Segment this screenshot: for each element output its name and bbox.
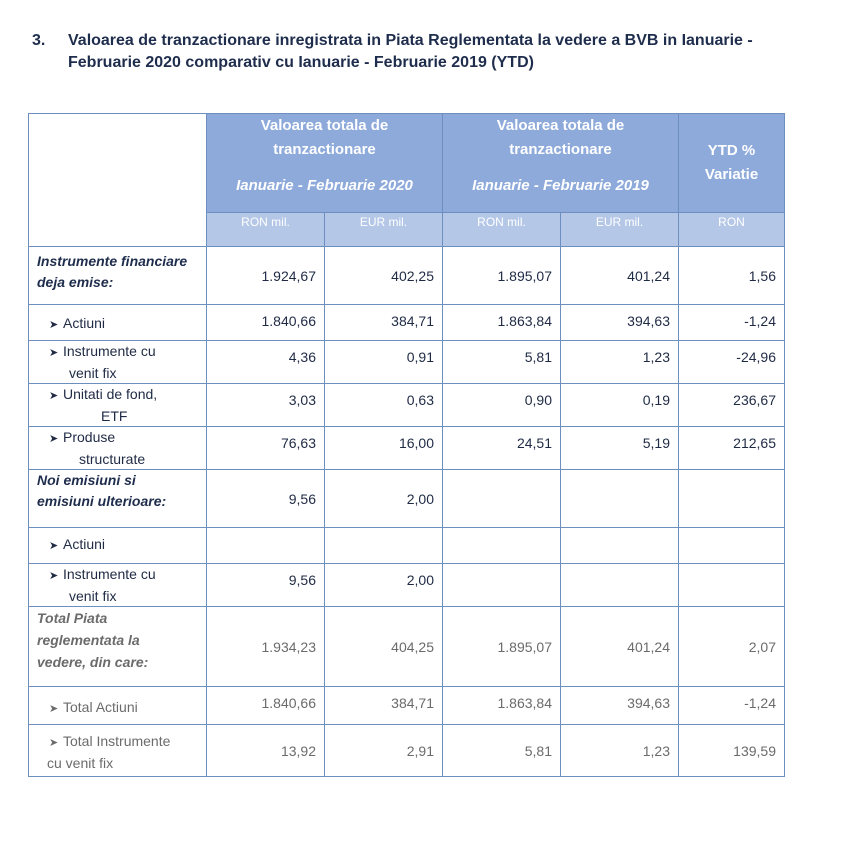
header-group-2020-period: Ianuarie - Februarie 2020	[236, 177, 413, 194]
value-cell	[561, 564, 679, 607]
value-cell: 16,00	[325, 427, 443, 470]
value-cell: 394,63	[561, 305, 679, 341]
value-cell: 384,71	[325, 687, 443, 725]
table-row	[29, 607, 785, 687]
row-label-line: Total Piata	[37, 610, 108, 626]
row-label	[29, 427, 207, 470]
value-cell: 1.840,66	[207, 305, 325, 341]
value-cell: -24,96	[679, 341, 785, 384]
value-cell: 384,71	[325, 305, 443, 341]
value-cell: 401,24	[561, 247, 679, 305]
unit-ron-2020: RON mil.	[207, 213, 325, 247]
row-label-line: Total Instrumente	[63, 733, 171, 749]
row-label-line: emisiuni ulterioare:	[37, 493, 167, 509]
header-group-2020	[207, 114, 443, 213]
row-label	[29, 247, 207, 305]
value-cell: 1.863,84	[443, 687, 561, 725]
header-group-2020-title: Valoarea totala de tranzactionare	[260, 117, 389, 158]
row-label-line: reglementata la	[37, 632, 140, 648]
value-cell: 5,19	[561, 427, 679, 470]
row-label-line: Noi emisiuni si	[37, 472, 136, 488]
row-label-line: structurate	[79, 451, 146, 467]
table-row	[29, 725, 785, 777]
value-cell: 236,67	[679, 384, 785, 427]
value-cell	[561, 470, 679, 528]
arrow-bullet-icon: ➤	[49, 347, 59, 359]
value-cell: 1,23	[561, 341, 679, 384]
value-cell: 402,25	[325, 247, 443, 305]
row-label	[29, 341, 207, 384]
value-cell: 9,56	[207, 470, 325, 528]
row-label-line: venit fix	[69, 365, 117, 381]
value-cell: 0,91	[325, 341, 443, 384]
row-label-line: Total Actiuni	[63, 699, 138, 715]
row-label-line: cu venit fix	[47, 755, 114, 771]
unit-eur-2020: EUR mil.	[325, 213, 443, 247]
value-cell: 2,00	[325, 470, 443, 528]
row-label-line: Actiuni	[63, 536, 106, 552]
header-group-2019-title: Valoarea totala de tranzactionare	[496, 117, 625, 158]
value-cell: 1.895,07	[443, 607, 561, 687]
arrow-bullet-icon: ➤	[49, 390, 59, 402]
row-label	[29, 470, 207, 528]
table-row	[29, 305, 785, 341]
table-row	[29, 528, 785, 564]
value-cell	[679, 470, 785, 528]
arrow-bullet-icon: ➤	[49, 433, 59, 445]
value-cell: 1,23	[561, 725, 679, 777]
row-label-line: Produse	[63, 429, 116, 445]
value-cell: 1.934,23	[207, 607, 325, 687]
row-label	[29, 528, 207, 564]
value-cell	[443, 564, 561, 607]
value-cell: 0,63	[325, 384, 443, 427]
value-cell: 0,90	[443, 384, 561, 427]
table-row	[29, 247, 785, 305]
row-label-line: Instrumente financiare	[37, 253, 188, 269]
value-cell: 1,56	[679, 247, 785, 305]
row-label-line: Instrumente cu	[63, 566, 156, 582]
value-cell: 212,65	[679, 427, 785, 470]
row-label-line: venit fix	[69, 588, 117, 604]
section-number: 3.	[32, 32, 46, 49]
section-heading	[32, 30, 792, 74]
arrow-bullet-icon: ➤	[49, 703, 59, 715]
value-cell: 2,07	[679, 607, 785, 687]
value-cell: 1.840,66	[207, 687, 325, 725]
unit-eur-2019: EUR mil.	[561, 213, 679, 247]
value-cell: 13,92	[207, 725, 325, 777]
value-cell: 5,81	[443, 725, 561, 777]
value-cell: -1,24	[679, 687, 785, 725]
header-blank-cell	[29, 114, 207, 247]
table-row	[29, 687, 785, 725]
value-cell: 0,19	[561, 384, 679, 427]
row-label	[29, 725, 207, 777]
table-row	[29, 384, 785, 427]
value-cell: 3,03	[207, 384, 325, 427]
row-label-line: Actiuni	[63, 315, 106, 331]
header-group-2019	[443, 114, 679, 213]
value-cell: 139,59	[679, 725, 785, 777]
value-cell: 394,63	[561, 687, 679, 725]
value-cell	[325, 528, 443, 564]
section-title: Valoarea de tranzactionare inregistrata in Piata Reglementata la vedere a BVB in Ianuarie - Februarie 2020 comparativ cu Ianuarie - Februarie 2019 (YTD)	[68, 32, 753, 71]
value-cell	[443, 528, 561, 564]
unit-ron-ytd: RON	[679, 213, 785, 247]
value-cell	[207, 528, 325, 564]
value-cell: 2,91	[325, 725, 443, 777]
row-label	[29, 607, 207, 687]
row-label-line: vedere, din care:	[37, 654, 149, 670]
value-cell: 1.863,84	[443, 305, 561, 341]
unit-ron-2019: RON mil.	[443, 213, 561, 247]
arrow-bullet-icon: ➤	[49, 570, 59, 582]
value-cell: 401,24	[561, 607, 679, 687]
row-label	[29, 564, 207, 607]
row-label	[29, 384, 207, 427]
header-group-2019-period: Ianuarie - Februarie 2019	[472, 177, 649, 194]
value-cell: 5,81	[443, 341, 561, 384]
value-cell: 2,00	[325, 564, 443, 607]
value-cell	[443, 470, 561, 528]
table-row	[29, 427, 785, 470]
value-cell	[679, 564, 785, 607]
value-cell	[679, 528, 785, 564]
header-ytd	[679, 114, 785, 213]
value-cell: -1,24	[679, 305, 785, 341]
value-cell: 1.895,07	[443, 247, 561, 305]
value-cell: 404,25	[325, 607, 443, 687]
row-label-line: Unitati de fond,	[63, 386, 158, 402]
table-row	[29, 470, 785, 528]
table-row	[29, 564, 785, 607]
value-cell: 24,51	[443, 427, 561, 470]
value-cell: 9,56	[207, 564, 325, 607]
row-label-line: Instrumente cu	[63, 343, 156, 359]
table-row	[29, 341, 785, 384]
trading-value-table	[28, 113, 785, 777]
value-cell: 1.924,67	[207, 247, 325, 305]
arrow-bullet-icon: ➤	[49, 737, 59, 749]
row-label	[29, 305, 207, 341]
row-label-line: ETF	[101, 408, 128, 424]
header-ytd-title: YTD % Variatie	[704, 142, 759, 183]
arrow-bullet-icon: ➤	[49, 319, 59, 331]
value-cell	[561, 528, 679, 564]
arrow-bullet-icon: ➤	[49, 540, 59, 552]
value-cell: 4,36	[207, 341, 325, 384]
row-label	[29, 687, 207, 725]
value-cell: 76,63	[207, 427, 325, 470]
row-label-line: deja emise:	[37, 274, 114, 290]
